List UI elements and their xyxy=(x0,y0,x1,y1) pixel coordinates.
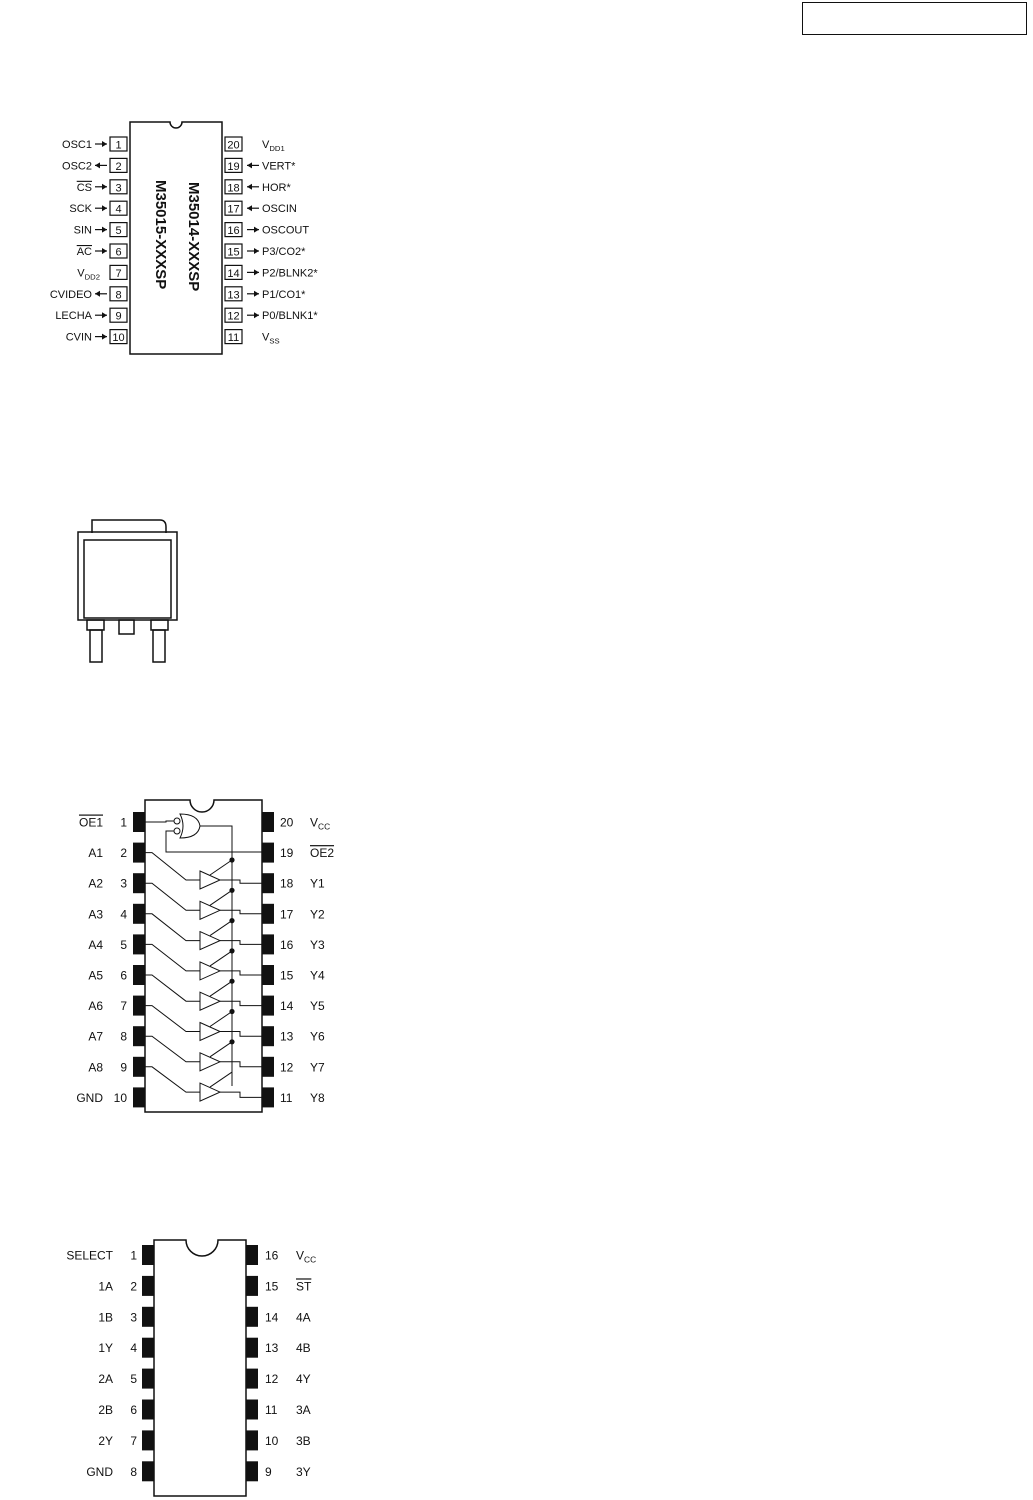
ic2-package-drawing xyxy=(78,520,177,662)
ic1-pin-arrow-in xyxy=(95,184,107,190)
ic1-pin-label: AC xyxy=(76,246,92,258)
ic3-pin xyxy=(133,996,145,1016)
ic3-pin-label: OE1 xyxy=(78,815,103,830)
ic3-pin-label: GND xyxy=(76,1090,103,1105)
ic3-buffer xyxy=(200,871,220,889)
ic4-pin xyxy=(142,1430,154,1450)
ic3-input-wire xyxy=(145,1006,200,1032)
ic3-pin-label: Y6 xyxy=(310,1029,325,1044)
ic1-pin-label: CS xyxy=(76,181,92,194)
ic1-pin-number: 3 xyxy=(115,182,122,195)
ic4-pin-number: 10 xyxy=(265,1433,279,1448)
ic1-pin-label: OSCOUT xyxy=(262,224,310,237)
ic1-part-number-a: M35014-XXXSP xyxy=(185,182,202,292)
ic4-pin xyxy=(142,1276,154,1296)
ic3-pin-number: 1 xyxy=(120,815,127,830)
ic4-pin-label: ST xyxy=(296,1279,312,1294)
ic4-pin xyxy=(246,1461,258,1481)
ic3-gate-bubble xyxy=(174,828,180,834)
ic3-buffer xyxy=(200,1083,220,1101)
ic3-left-pins xyxy=(76,812,145,1107)
ic4-pin-label: 3Y xyxy=(296,1464,311,1479)
ic3-buffer xyxy=(200,962,220,980)
ic3-enable-tap xyxy=(210,1072,232,1087)
ic3-pin xyxy=(262,873,274,893)
ic1-pin-number: 13 xyxy=(227,289,240,302)
ic4-pin-number: 11 xyxy=(265,1403,278,1417)
ic3-pin xyxy=(133,965,145,985)
ic3-enable-tap xyxy=(210,981,232,996)
ic1-pin-label-subscript: SS xyxy=(269,336,280,346)
ic3-pin-label: A4 xyxy=(88,937,103,952)
ic3-junction-dot xyxy=(229,1009,234,1014)
ic3-enable-tap xyxy=(210,890,232,905)
ic1-pin-arrow-in xyxy=(247,205,259,211)
ic4-pin-number: 8 xyxy=(130,1464,137,1479)
ic3-buffer xyxy=(200,901,220,919)
ic1-pin-label: $V_{DD2}$ xyxy=(77,267,100,282)
ic1-pin-number: 19 xyxy=(227,160,240,173)
ic2-right-lead-stub xyxy=(151,620,168,630)
ic3-pin xyxy=(133,1057,145,1077)
ic3-pin xyxy=(133,1087,145,1107)
ic1-pin-label: P1/CO1* xyxy=(262,288,306,301)
ic3-pin xyxy=(262,812,274,832)
ic3-output-wire xyxy=(220,971,262,975)
ic3-enable-tap xyxy=(210,860,232,875)
ic1-pin-arrow-in xyxy=(95,334,107,340)
ic1-pin-arrow-out xyxy=(247,312,259,318)
ic3-body xyxy=(145,800,262,1112)
ic4-pin xyxy=(246,1400,258,1420)
ic3-input-wire xyxy=(145,1067,200,1092)
ic3-pin-number: 17 xyxy=(280,907,294,922)
ic3-internal-logic xyxy=(145,814,262,1101)
ic3-enable-tap xyxy=(210,1042,232,1057)
ic4-pin xyxy=(246,1430,258,1450)
ic1-pin-label-subscript: DD1 xyxy=(269,144,285,153)
ic1-pin-arrow-out xyxy=(247,248,259,254)
ic3-input-wire xyxy=(145,1036,200,1062)
ic3-pin-label: A7 xyxy=(88,1029,103,1044)
ic3-output-wire xyxy=(220,1001,262,1005)
ic4-pin-label: 2A xyxy=(98,1372,113,1387)
ic4-pin-number: 13 xyxy=(265,1341,279,1356)
ic3-enable-tap xyxy=(210,1012,232,1027)
ic1-pin-label: OSC1 xyxy=(62,139,92,151)
ic3-output-wire xyxy=(220,1032,262,1037)
ic3-output-wire xyxy=(220,880,262,883)
ic3-output-wire xyxy=(220,1092,262,1097)
ic4-pin-number: 6 xyxy=(130,1403,137,1417)
ic4-pin-number: 4 xyxy=(130,1341,137,1356)
ic1-pin-number: 4 xyxy=(115,203,122,216)
ic4-right-pins xyxy=(246,1245,316,1481)
ic1-pin-arrow-in xyxy=(95,227,107,233)
ic4-pin-number: 5 xyxy=(130,1372,137,1387)
ic1-pin-label: P3/CO2* xyxy=(262,246,306,258)
ic4-pin-number: 9 xyxy=(265,1464,272,1479)
ic3-output-wire xyxy=(220,941,262,945)
ic4-pin xyxy=(246,1245,258,1265)
ic3-pin-label-subscript: CC xyxy=(318,821,331,832)
ic3-pin-number: 8 xyxy=(120,1029,127,1044)
ic3-pin-number: 15 xyxy=(280,968,294,983)
ic3-input-wire xyxy=(145,914,200,941)
ic3-buffer xyxy=(200,992,220,1010)
ic3-pin-label: A6 xyxy=(88,999,103,1014)
ic1-pin-arrow-in xyxy=(95,312,107,318)
ic1-pin-number: 10 xyxy=(112,332,125,345)
ic3-enable-line xyxy=(200,826,232,1086)
ic3-pin-label: Y7 xyxy=(310,1060,325,1075)
ic1-pin-arrow-out xyxy=(247,291,259,297)
ic3-pin-label: Y3 xyxy=(310,937,325,952)
ic3-pin-label: Y8 xyxy=(310,1090,325,1105)
ic2-right-lead xyxy=(153,630,165,662)
ic1-pin-label: OSCIN xyxy=(262,203,297,216)
ic3-pin-label: A2 xyxy=(88,876,103,891)
ic3-pin xyxy=(133,812,145,832)
ic3-junction-dot xyxy=(229,1039,234,1044)
ic1-pin-label: CVIN xyxy=(65,331,92,344)
ic1-pin-number: 7 xyxy=(115,267,122,280)
ic3-pin-number: 3 xyxy=(120,876,127,891)
ic4-pin xyxy=(142,1369,154,1389)
ic3-enable-tap xyxy=(210,951,232,966)
ic1-pin-number: 8 xyxy=(115,289,122,302)
ic3-pin-number: 14 xyxy=(280,999,294,1014)
ic4-pin xyxy=(142,1307,154,1327)
ic3-input-wire xyxy=(145,883,200,910)
ic4-pin-label: $V_{CC}$ xyxy=(296,1248,317,1265)
ic1-pin-arrow-out xyxy=(247,269,259,275)
ic4-pin-number: 14 xyxy=(265,1310,279,1325)
ic1-pin-arrow-out xyxy=(95,162,107,168)
ic1-pin-label: LECHA xyxy=(55,310,92,323)
ic4-pin-number: 1 xyxy=(130,1248,137,1263)
ic4-pin-number: 2 xyxy=(130,1279,137,1294)
ic4-pin-label-subscript: CC xyxy=(304,1254,317,1265)
ic3-pin-number: 18 xyxy=(280,876,294,891)
ic2-body-inner xyxy=(84,540,171,618)
ic4-pin-number: 12 xyxy=(265,1372,279,1387)
ic1-pin-label: P0/BLNK1* xyxy=(262,310,318,323)
ic1-pin-number: 20 xyxy=(227,139,240,152)
ic4-left-pins xyxy=(66,1245,154,1481)
ic3-pin xyxy=(133,1026,145,1046)
ic2-center-lead xyxy=(119,620,134,634)
ic4-pin-label: 3B xyxy=(296,1433,311,1448)
ic1-pin-number: 14 xyxy=(227,267,240,280)
ic1-pin-number: 11 xyxy=(227,332,240,345)
ic4-pin xyxy=(142,1338,154,1358)
ic3-pin xyxy=(133,904,145,924)
ic4-pin-label: 1A xyxy=(98,1279,113,1294)
ic1-pin-label: OSC2 xyxy=(62,160,92,173)
ic4-pin-label: 4A xyxy=(296,1310,311,1325)
ic1-pin-label: VERT* xyxy=(262,160,296,173)
ic3-pin-number: 2 xyxy=(120,846,127,861)
ic4-diagram xyxy=(66,1240,316,1496)
ic1-pin-label-subscript: DD2 xyxy=(84,272,100,282)
ic4-pin-label: 4B xyxy=(296,1341,311,1356)
ic1-pin-number: 17 xyxy=(227,203,240,216)
ic4-pin xyxy=(246,1276,258,1296)
ic3-pin-label: $V_{CC}$ xyxy=(310,815,331,832)
ic1-part-number-b: M35015-XXXSP xyxy=(152,180,169,290)
ic4-pin-number: 15 xyxy=(265,1279,279,1294)
ic3-output-wire xyxy=(220,910,262,914)
ic2-left-lead-stub xyxy=(87,620,104,630)
ic3-pin-number: 10 xyxy=(113,1090,127,1105)
ic1-pin-arrow-out xyxy=(95,291,107,297)
ic3-pin xyxy=(133,873,145,893)
ic3-right-pins xyxy=(262,812,334,1107)
ic3-pin-number: 4 xyxy=(120,907,127,922)
ic3-input-wire xyxy=(145,975,200,1001)
ic4-pin-number: 3 xyxy=(130,1310,137,1325)
ic3-gate-bubble xyxy=(174,818,180,824)
ic4-body xyxy=(154,1240,246,1496)
ic4-pin xyxy=(246,1369,258,1389)
ic3-pin-number: 16 xyxy=(280,937,294,952)
ic4-pin-label: 1B xyxy=(98,1310,113,1325)
ic3-buffer xyxy=(200,1053,220,1071)
ic4-pin-label: SELECT xyxy=(66,1248,113,1263)
ic3-junction-dot xyxy=(229,857,234,862)
ic3-pin xyxy=(262,934,274,954)
ic1-pin-arrow-in xyxy=(247,162,259,168)
ic1-body xyxy=(130,122,222,354)
ic1-pin-arrow-in xyxy=(95,205,107,211)
ic1-pin-arrow-in xyxy=(95,141,107,147)
ic3-pin-number: 11 xyxy=(280,1090,293,1105)
ic4-pin xyxy=(246,1338,258,1358)
ic3-pin-label: Y5 xyxy=(310,999,325,1014)
ic3-pin-number: 5 xyxy=(120,937,127,952)
ic3-pin xyxy=(133,934,145,954)
ic4-pin xyxy=(142,1461,154,1481)
ic3-pin xyxy=(262,843,274,863)
ic4-pin-label: 1Y xyxy=(98,1341,113,1356)
ic4-pin-number: 16 xyxy=(265,1248,279,1263)
ic3-pin-number: 12 xyxy=(280,1060,294,1075)
ic1-pin-label: SIN xyxy=(73,224,92,237)
ic3-pin-label: Y2 xyxy=(310,907,325,922)
ic1-left-pins xyxy=(50,137,127,344)
ic3-pin-number: 13 xyxy=(280,1029,294,1044)
ic1-pin-label: $V_{SS}$ xyxy=(262,331,280,346)
ic3-output-wire xyxy=(220,1062,262,1067)
ic1-pin-number: 9 xyxy=(115,310,122,323)
ic1-pin-number: 15 xyxy=(227,246,240,259)
ic1-pin-number: 16 xyxy=(227,225,240,238)
ic3-pin-number: 9 xyxy=(120,1060,127,1075)
ic1-pin-number: 1 xyxy=(115,139,122,152)
ic1-pin-arrow-in xyxy=(247,184,259,190)
ic2-body-outer xyxy=(78,532,177,620)
ic4-pin xyxy=(246,1307,258,1327)
ic4-pin-label: 4Y xyxy=(296,1372,311,1387)
ic3-pin xyxy=(133,843,145,863)
ic4-pin-number: 7 xyxy=(130,1433,137,1448)
ic3-pin xyxy=(262,1057,274,1077)
ic3-pin-number: 19 xyxy=(280,846,294,861)
ic2-left-lead xyxy=(90,630,102,662)
ic3-pin-label: A5 xyxy=(88,968,103,983)
ic3-pin xyxy=(262,904,274,924)
ic4-pin-label: GND xyxy=(86,1464,113,1479)
ic3-pin-label: Y1 xyxy=(310,876,325,891)
ic3-enable-tap xyxy=(210,921,232,936)
ic3-pin-label: Y4 xyxy=(310,968,325,983)
ic3-pin xyxy=(262,965,274,985)
ic1-pin-label: HOR* xyxy=(262,181,291,194)
ic3-pin xyxy=(262,1087,274,1107)
ic4-pin-label: 2Y xyxy=(98,1433,113,1448)
ic3-input-wire xyxy=(145,853,200,880)
ic3-pin-number: 6 xyxy=(120,968,127,983)
ic3-pin-label: A8 xyxy=(88,1060,103,1075)
ic1-pin-number: 6 xyxy=(115,246,122,259)
ic3-junction-dot xyxy=(229,918,234,923)
ic3-pin-label: OE2 xyxy=(310,846,335,861)
ic1-diagram xyxy=(50,122,319,354)
ic4-pin-label: 3A xyxy=(296,1403,311,1417)
ic3-buffer xyxy=(200,932,220,950)
ic1-pin-label: $V_{DD1}$ xyxy=(262,139,285,153)
ic3-pin xyxy=(262,996,274,1016)
ic2-tab xyxy=(92,520,166,533)
ic3-junction-dot xyxy=(229,888,234,893)
ic1-pin-arrow-in xyxy=(95,248,107,254)
ic1-pin-number: 12 xyxy=(227,310,240,323)
ic4-pin xyxy=(142,1400,154,1420)
ic1-pin-label: SCK xyxy=(69,203,92,216)
ic3-pin-label: A1 xyxy=(88,846,103,861)
ic3-input-wire xyxy=(145,944,200,971)
ic1-pin-number: 18 xyxy=(227,182,240,195)
ic1-pin-number: 5 xyxy=(115,225,122,238)
ic1-pin-number: 2 xyxy=(115,160,122,173)
ic3-pin-number: 20 xyxy=(280,815,294,830)
ic3-enable-gate xyxy=(180,814,200,838)
ic1-pin-label: CVIDEO xyxy=(49,288,92,301)
ic3-junction-dot xyxy=(229,979,234,984)
ic3-junction-dot xyxy=(229,948,234,953)
ic1-right-pins xyxy=(225,137,318,346)
ic3-buffer xyxy=(200,1023,220,1041)
ic4-pin xyxy=(142,1245,154,1265)
ic3-pin-number: 7 xyxy=(120,999,127,1014)
ic4-pin-label: 2B xyxy=(98,1403,113,1417)
ic3-pin-label: A3 xyxy=(88,907,103,922)
ic3-diagram xyxy=(76,800,334,1112)
ic1-pin-arrow-out xyxy=(247,227,259,233)
ic3-pin xyxy=(262,1026,274,1046)
ic1-pin-label: P2/BLNK2* xyxy=(262,267,318,280)
